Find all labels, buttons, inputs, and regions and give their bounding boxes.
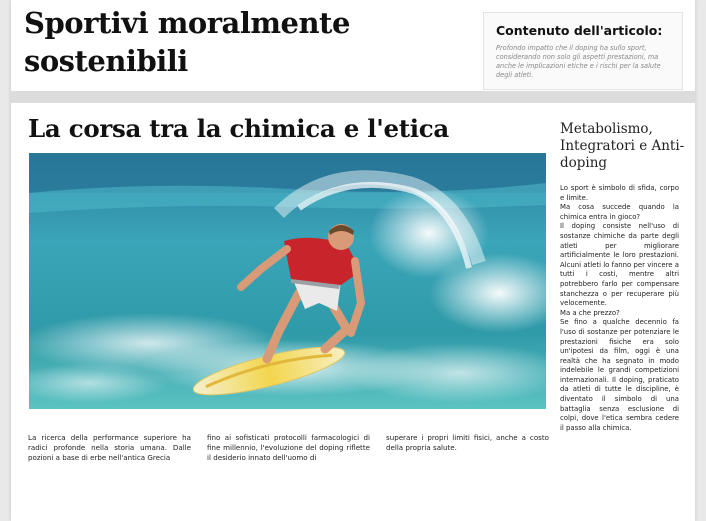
article-column-1: La ricerca della performance superiore ha radici profonde nella storia umana. Dalle pozioni a base di erbe nell'antica Grecia [28,433,191,462]
article-photo [29,153,546,409]
summary-title: Contenuto dell'articolo: [496,23,663,38]
sidebar-paragraph: Ma cosa succede quando la chimica entra in gioco? [560,203,679,221]
article-column-3: superare i propri limiti fisici, anche a costo della propria salute. [386,433,549,452]
masthead-title-line-2: sostenibili [24,44,188,78]
section-divider [11,91,695,103]
magazine-page [11,0,695,521]
sidebar-title: Metabolismo, Integratori e Anti-doping [560,121,685,171]
surfer-photo-illustration [29,153,546,409]
sidebar-paragraph: Il doping consiste nell'uso di sostanze chimiche da parte degli atleti per migliorare artificialmente le loro prestazioni. Alcuni atleti lo fanno per vincere a tutti i costi, mentre altri potrebbero farlo per compensare stanchezza o per recuperare più velocemente. [560,222,679,308]
masthead-title-line-1: Sportivi moralmente [24,6,350,40]
article-column-2: fino ai sofisticati protocolli farmacologici di fine millennio, l'evoluzione del doping riflette il desiderio innato dell'uomo di [207,433,370,462]
sidebar-paragraph: Lo sport è simbolo di sfida, corpo e limite. [560,184,679,202]
article-summary-box [483,12,683,90]
sidebar-body [560,184,679,433]
sidebar-paragraph: Ma a che prezzo? [560,308,620,317]
article-headline: La corsa tra la chimica e l'etica [28,114,449,143]
masthead-title [24,4,364,80]
summary-text: Profondo impatto che il doping ha sullo sport, considerando non solo gli aspetti prestazioni, ma anche le implicazioni etiche e i rischi per la salute degli atleti. [496,44,661,79]
sidebar-paragraph: Se fino a qualche decennio fa l'uso di sostanze per potenziare le prestazioni fisiche era solo un'ipotesi da film, oggi è una realtà che ha segnato in modo indelebile le grandi competizioni internazionali. Il doping, praticato da atleti di tutte le discipline, è diventato il simbolo di una battaglia senza esclusione di colpi, dove l'etica sembra cedere il passo alla chimica. [560,318,679,432]
